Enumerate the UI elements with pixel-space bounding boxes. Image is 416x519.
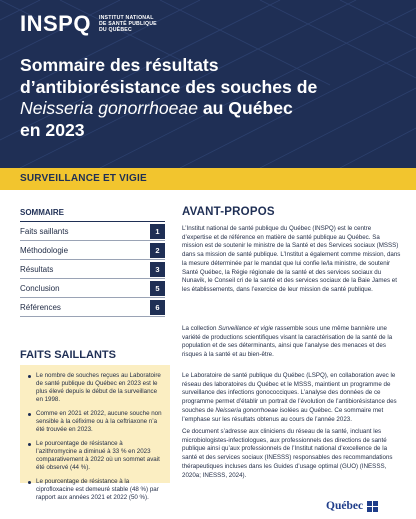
toc-page-number: 5 [150,281,165,296]
collection-band [0,168,416,190]
fait-saillant-text: Comme en 2021 et 2022, aucune souche non sensible à la céfixime ou à la ceftriaxone n’a été trouvée en 2023. [36,410,162,433]
list-item [28,478,162,502]
avant-propos-paragraph-1: L’Institut national de santé publique du Québec (INSPQ) est le centre d’expertise et de référence en matière de santé publique au Québec. Sa mission est de soutenir le ministre de la Santé et des Services sociaux (MSSS) dans sa mission de santé publique. L’Institut a également comme mission, dans la mesure déterminée par le mandat que lui confie le/la ministre, de soutenir Santé Québec, la Régie régionale de la santé et des services sociaux du Nunavik, le Conseil cri de la santé et des services sociaux de la Baie James et les établissements, dans l’exercice de leur mission de santé publique. [182,225,401,293]
toc-item-label: Références [20,302,61,312]
toc-page-number: 6 [150,300,165,315]
avant-propos-heading: AVANT-PROPOS [182,206,275,218]
title-line: d’antibiorésistance des souches de [20,76,318,97]
fait-saillant-text: Le pourcentage de résistance à l’azithromycine a diminué à 33 % en 2023 comparativement à 2022 où un sommet avait été observé (44 %). [36,440,160,471]
avant-propos-paragraph-4: Ce document s’adresse aux cliniciens du réseau de la santé, incluant les microbiologistes-infectiologues, aux professionnels des directions de santé publique ainsi qu’aux professionnels de l’Institut national d’excellence de la santé et des services sociaux (INESSS) responsables des recommandations thérapeutiques incluses dans les Guides d’usage optimal (GUO) (INESSS, 2020a; INESSS, 2024). [182,428,393,479]
quebec-wordmark: Québec [326,500,364,512]
bullet-icon [28,375,31,378]
header-banner [0,0,416,168]
title-line: en 2023 [20,119,85,140]
logo-sub-line: DE SANTÉ PUBLIQUE [98,21,157,27]
paragraph-text: rassemble sous une même bannière une variété de productions scientifiques visant la caractérisation de la santé de la population et de ses déterminants, ainsi que l’analyse des menaces et des risques à la santé et au bien-être. [182,325,393,359]
toc-item-label: Méthodologie [20,245,69,255]
collection-name: Surveillance et vigie [218,325,274,332]
paragraph-text: isolées au Québec. Ce sommaire met l’emphase sur les résultats obtenus au cours de l’année 2023. [182,406,384,423]
toc-heading: SOMMAIRE [20,208,64,217]
faits-saillants-box [20,365,170,501]
avant-propos-paragraph-2 [182,325,402,360]
logo-wordmark: INSPQ [20,11,91,36]
logo-subtitle [99,15,157,33]
bullet-icon [28,481,31,484]
toc-item-faits-saillants[interactable] [20,222,165,241]
fait-saillant-text: Le pourcentage de résistance à la ciprofloxacine est demeuré stable (48 %) par rapport aux années 2021 et 2022 (50 %). [36,478,159,501]
paragraph-text: La collection [182,325,219,332]
fleur-de-lys-flag-icon [367,501,378,512]
paragraph-text: Le Laboratoire de santé publique du Québec (LSPQ), en collaboration avec le réseau des laboratoires du Québec et le MSSS, maintient un programme de surveillance des infections gonococciques. L’analyse des données de ce programme permet d’établir un portrait de l’évolution de l’antibiorésistance des souches de [182,372,397,414]
title-species: Neisseria gonorrhoeae [20,98,198,118]
table-of-contents [20,221,165,317]
faits-saillants-heading: FAITS SAILLANTS [20,349,116,361]
document-title [20,55,400,141]
toc-page-number: 3 [150,262,165,277]
toc-page-number: 1 [150,224,165,239]
title-location: au Québec [198,98,293,118]
fait-saillant-text: Le nombre de souches reçues au Laboratoire de santé publique du Québec en 2023 est le plus élevé depuis le début de la surveillance en 1998. [36,372,161,403]
bullet-icon [28,443,31,446]
toc-item-methodologie[interactable] [20,241,165,260]
toc-item-references[interactable] [20,298,165,317]
toc-item-label: Conclusion [20,283,60,293]
logo-sub-line: INSTITUT NATIONAL [98,15,154,21]
species-name: Neisseria gonorrhoeae [215,406,278,414]
toc-item-conclusion[interactable] [20,279,165,298]
inspq-logo [20,13,157,35]
toc-page-number: 2 [150,243,165,258]
title-line [20,98,400,120]
collection-label: SURVEILLANCE ET VIGIE [20,173,147,184]
list-item [28,410,162,434]
bullet-icon [28,413,31,416]
avant-propos-paragraph-3 [182,372,402,424]
list-item [28,440,162,472]
list-item [28,372,162,404]
title-line: Sommaire des résultats [20,55,219,75]
toc-item-label: Résultats [20,264,54,274]
toc-item-label: Faits saillants [20,226,69,236]
quebec-logo [326,500,378,512]
toc-item-resultats[interactable] [20,260,165,279]
logo-sub-line: DU QUÉBEC [98,27,132,33]
